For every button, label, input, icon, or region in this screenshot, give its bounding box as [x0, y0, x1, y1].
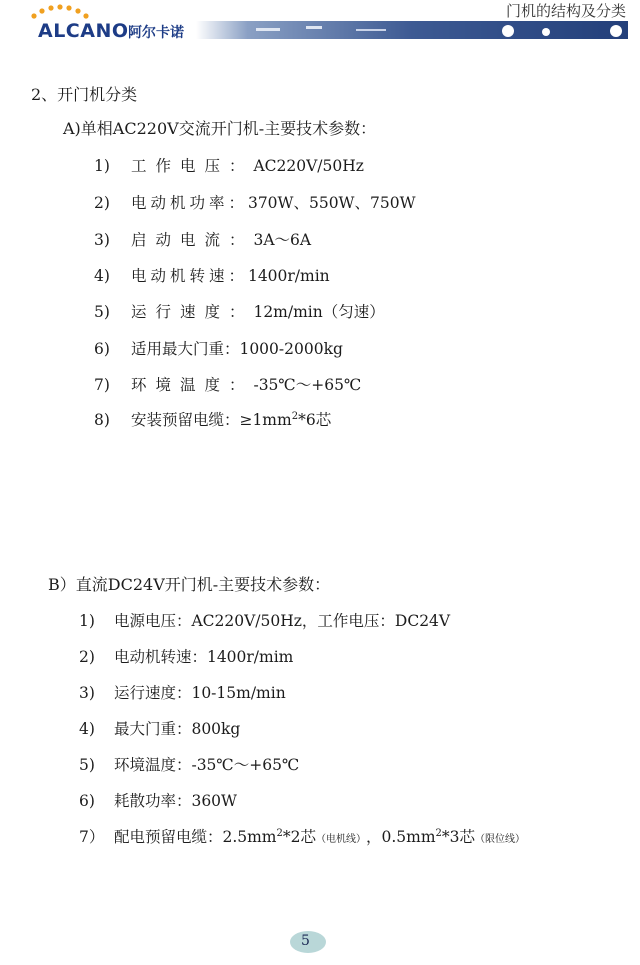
ac-item-5: [94, 300, 385, 322]
item-label: 电动机转速：: [113, 648, 207, 666]
logo-text: ALCANO: [38, 20, 129, 42]
logo-dots-icon: [30, 4, 90, 20]
item-label: 电动机转速：: [130, 267, 248, 285]
item-label: 启动电流：: [130, 231, 254, 249]
item-number: 4): [79, 720, 95, 738]
item-number: 8): [94, 411, 110, 429]
ac-item-4: [94, 264, 330, 286]
superscript: 2: [435, 827, 442, 839]
item-number: 1): [79, 612, 95, 630]
item-value: 1400r/mim: [206, 648, 294, 666]
item-number: 3): [94, 231, 110, 249]
superscript: 2: [276, 827, 283, 839]
item-number: 7）: [79, 828, 105, 846]
item-number: 7): [94, 376, 110, 394]
item-label: 环境温度：: [113, 756, 192, 774]
dc-item-5: [79, 753, 299, 775]
item-note: （电机线）: [316, 834, 366, 845]
item-value: AC220V/50Hz，工作电压：DC24V: [191, 612, 451, 630]
item-number: 6): [94, 340, 110, 358]
item-label: 电源电压：: [113, 612, 192, 630]
dc-item-4: [79, 717, 240, 739]
logo-chinese: 阿尔卡诺: [128, 25, 184, 41]
section-title: 2、开门机分类: [31, 85, 138, 104]
dc-section-title: B）直流DC24V开门机-主要技术参数：: [48, 575, 331, 594]
dc-item-2: [79, 645, 293, 667]
item-number: 2): [79, 648, 95, 666]
item-value: 12m/min（匀速）: [253, 303, 385, 321]
item-label: 运行速度：: [130, 303, 254, 321]
item-label: 运行速度：: [113, 684, 192, 702]
item-value: 800kg: [191, 720, 241, 738]
item-number: 3): [79, 684, 95, 702]
item-value: ，0.5mm: [366, 828, 436, 846]
ac-item-2: [94, 191, 416, 213]
item-number: 4): [94, 267, 110, 285]
item-value: AC220V/50Hz: [253, 157, 364, 175]
item-number: 1): [94, 157, 110, 175]
item-value: -35℃～+65℃: [253, 376, 362, 394]
item-value: 10-15m/min: [191, 684, 286, 702]
dc-item-6: [79, 789, 237, 811]
item-label: 电动机功率：: [130, 194, 248, 212]
item-number: 6): [79, 792, 95, 810]
item-label: 适用最大门重：: [130, 340, 240, 358]
dc-item-7: [79, 825, 525, 847]
item-label: 耗散功率：: [113, 792, 192, 810]
dc-item-1: [79, 609, 450, 631]
item-note: （限位线）: [475, 834, 526, 845]
item-value: 2.5mm: [222, 828, 277, 846]
dc-item-3: [79, 681, 286, 703]
ac-item-8: [94, 408, 331, 430]
item-label: 最大门重：: [113, 720, 192, 738]
ac-item-1: [94, 154, 364, 176]
superscript: 2: [291, 410, 299, 422]
item-value: -35℃～+65℃: [191, 756, 300, 774]
item-value: 3A～6A: [253, 231, 312, 249]
item-value: ≥1mm: [239, 411, 292, 429]
item-value: 370W、550W、750W: [247, 194, 416, 212]
item-value: 1400r/min: [247, 267, 330, 285]
ac-item-3: [94, 228, 311, 250]
item-label: 工作电压：: [130, 157, 254, 175]
item-value: *2芯: [282, 828, 316, 846]
item-label: 环境温度：: [130, 376, 254, 394]
item-value-suffix: *6芯: [298, 411, 332, 429]
ac-item-7: [94, 373, 361, 395]
item-value: 360W: [191, 792, 237, 810]
item-label: 配电预留电缆：: [113, 828, 223, 846]
ac-item-6: [94, 337, 343, 359]
item-label: 安装预留电缆：: [130, 411, 240, 429]
page-header: [0, 0, 640, 44]
ac-section-title: A)单相AC220V交流开门机-主要技术参数：: [63, 119, 377, 138]
item-value: *3芯: [441, 828, 476, 846]
item-number: 2): [94, 194, 110, 212]
item-number: 5): [79, 756, 95, 774]
header-title: 门机的结构及分类: [505, 2, 626, 20]
item-value: 1000-2000kg: [239, 340, 343, 358]
item-number: 5): [94, 303, 110, 321]
page-number: 5: [301, 933, 310, 949]
